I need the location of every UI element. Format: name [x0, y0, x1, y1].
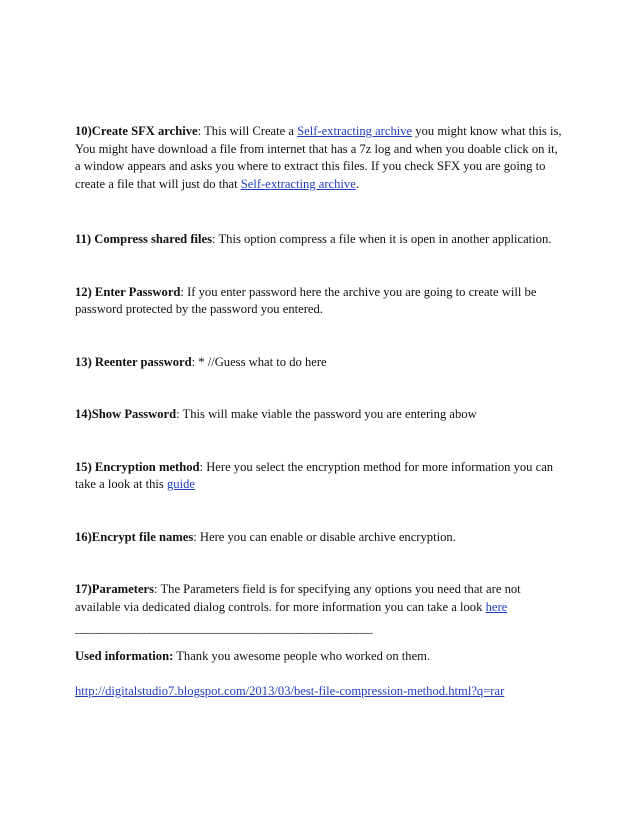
used-information: [75, 648, 565, 666]
section-encryption-method: [75, 459, 565, 494]
section-text: : * //Guess what to do here: [191, 354, 327, 369]
here-link[interactable]: here: [485, 599, 508, 614]
section-text: : The Parameters field is for specifying any options you need that are not available via dedicated dialog controls. for more information you can take a look: [75, 582, 521, 614]
section-text: .: [355, 176, 359, 191]
section-text: : This will Create a: [197, 124, 298, 138]
self-extracting-archive-link[interactable]: Self-extracting archive: [297, 124, 413, 138]
guide-link[interactable]: guide: [166, 477, 195, 491]
section-encrypt-file-names: [75, 529, 565, 547]
section-reenter-password: [75, 354, 565, 372]
used-information-title: Used information:: [75, 648, 174, 663]
section-create-sfx-archive: [75, 123, 565, 193]
used-information-text: Thank you awesome people who worked on them.: [173, 648, 431, 663]
section-text: : Here you select the encryption method for more information you can take a look at this: [75, 459, 554, 491]
section-enter-password: [75, 284, 565, 319]
separator-line: ________________________________________________________: [75, 621, 372, 635]
self-extracting-archive-link-2[interactable]: Self-extracting archive: [240, 176, 356, 191]
section-title: 11) Compress shared files: [75, 232, 213, 246]
section-title: 12) Enter Password: [75, 284, 181, 299]
section-text: : This will make viable the password you are entering abow: [176, 407, 477, 421]
section-title: 10)Create SFX archive: [75, 124, 198, 138]
section-text: : This option compress a file when it is open in another application.: [212, 232, 552, 246]
section-title: 17)Parameters: [75, 582, 155, 596]
section-show-password: [75, 406, 565, 424]
section-title: 16)Encrypt file names: [75, 529, 194, 544]
section-title: 13) Reenter password: [75, 354, 192, 369]
section-text: : Here you can enable or disable archive encryption.: [193, 529, 456, 544]
source-link-paragraph: [75, 683, 565, 701]
section-text: : If you enter password here the archive you are going to create will be password protected by the password you entered.: [75, 284, 537, 316]
section-title: 15) Encryption method: [75, 459, 200, 474]
document-page: [75, 123, 565, 701]
section-compress-shared-files: [75, 231, 565, 249]
source-link[interactable]: http://digitalstudio7.blogspot.com/2013/03/best-file-compression-method.html?q=rar: [75, 684, 505, 698]
section-title: 14)Show Password: [75, 407, 177, 421]
section-parameters: [75, 581, 565, 616]
section-text: you might know what this is, You might have download a file from internet that has a 7z log and when you doable click on it, a window appears and asks you where to extract this files. If you check SFX you are going to create a file that will just do that: [75, 124, 562, 191]
